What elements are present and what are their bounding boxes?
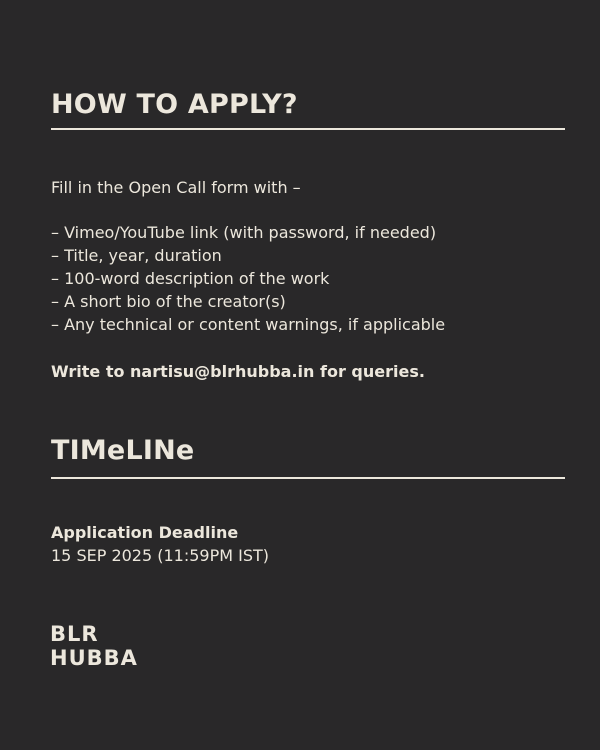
logo-line-2: HUBBA [50,646,138,670]
timeline-heading: TIMeLINe [51,435,195,466]
list-item: – Vimeo/YouTube link (with password, if needed) [51,223,437,242]
blr-hubba-logo [50,622,138,670]
list-item: – Any technical or content warnings, if applicable [51,315,446,334]
apply-intro: Fill in the Open Call form with – [51,178,301,197]
how-to-apply-heading: HOW TO APPLY? [51,89,298,120]
section-divider [51,477,565,479]
list-item: – A short bio of the creator(s) [51,292,286,311]
list-item: – 100-word description of the work [51,269,330,288]
deadline-label: Application Deadline [51,523,239,542]
logo-line-1: BLR [50,622,99,646]
section-divider [51,128,565,130]
deadline-value: 15 SEP 2025 (11:59PM IST) [51,546,270,565]
contact-line: Write to nartisu@blrhubba.in for queries. [51,362,425,381]
list-item: – Title, year, duration [51,246,222,265]
